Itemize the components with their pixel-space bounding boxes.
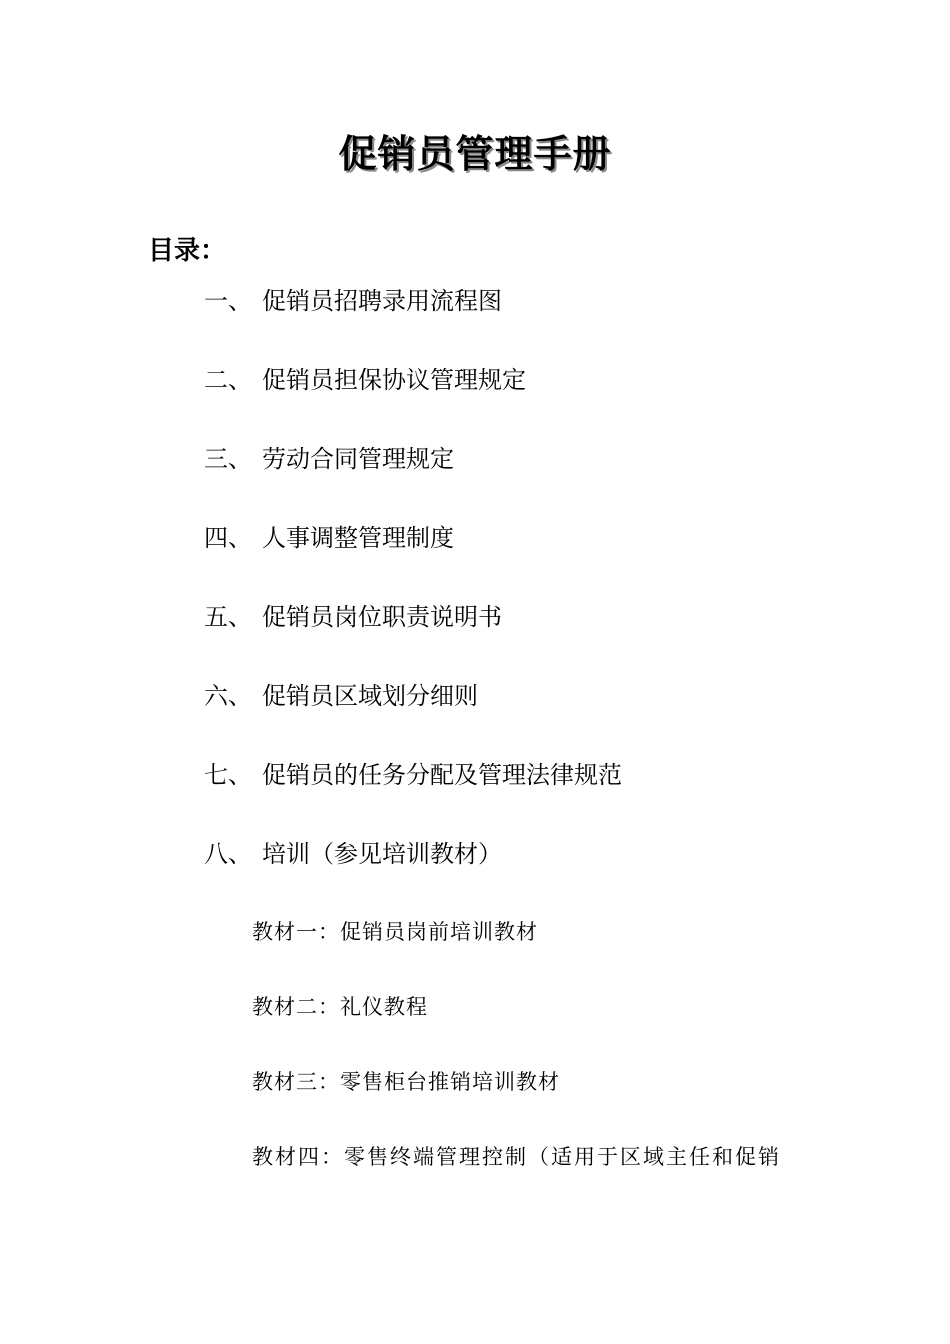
toc-item-text: 培训（参见培训教材） [262, 840, 502, 868]
toc-item-text: 劳动合同管理规定 [262, 445, 454, 473]
sub-item-3: 教材三：零售柜台推销培训教材 [252, 1070, 560, 1094]
toc-item-number: 四、 [204, 524, 252, 552]
toc-item-text: 促销员的任务分配及管理法律规范 [262, 761, 622, 789]
toc-item-4 [204, 521, 454, 555]
toc-item-text: 促销员招聘录用流程图 [262, 287, 502, 315]
toc-item-number: 五、 [204, 603, 252, 631]
toc-item-number: 八、 [204, 840, 252, 868]
sub-item-1: 教材一：促销员岗前培训教材 [252, 920, 538, 944]
document-title: 促销员管理手册 [338, 132, 612, 176]
toc-item-number: 六、 [204, 682, 252, 710]
sub-item-4: 教材四：零售终端管理控制（适用于区域主任和促销 [252, 1145, 781, 1169]
toc-item-5 [204, 600, 502, 634]
toc-item-number: 一、 [204, 287, 252, 315]
toc-item-text: 促销员担保协议管理规定 [262, 366, 526, 394]
toc-item-number: 二、 [204, 366, 252, 394]
toc-item-7 [204, 758, 622, 792]
toc-item-text: 促销员岗位职责说明书 [262, 603, 502, 631]
toc-heading: 目录： [148, 236, 227, 266]
toc-item-text: 促销员区域划分细则 [262, 682, 478, 710]
toc-item-number: 三、 [204, 445, 252, 473]
toc-item-3 [204, 442, 454, 476]
toc-item-2 [204, 363, 526, 397]
toc-item-text: 人事调整管理制度 [262, 524, 454, 552]
toc-item-1 [204, 284, 502, 318]
toc-item-8 [204, 837, 502, 871]
sub-item-2: 教材二：礼仪教程 [252, 995, 428, 1019]
toc-item-number: 七、 [204, 761, 252, 789]
toc-item-6 [204, 679, 478, 713]
